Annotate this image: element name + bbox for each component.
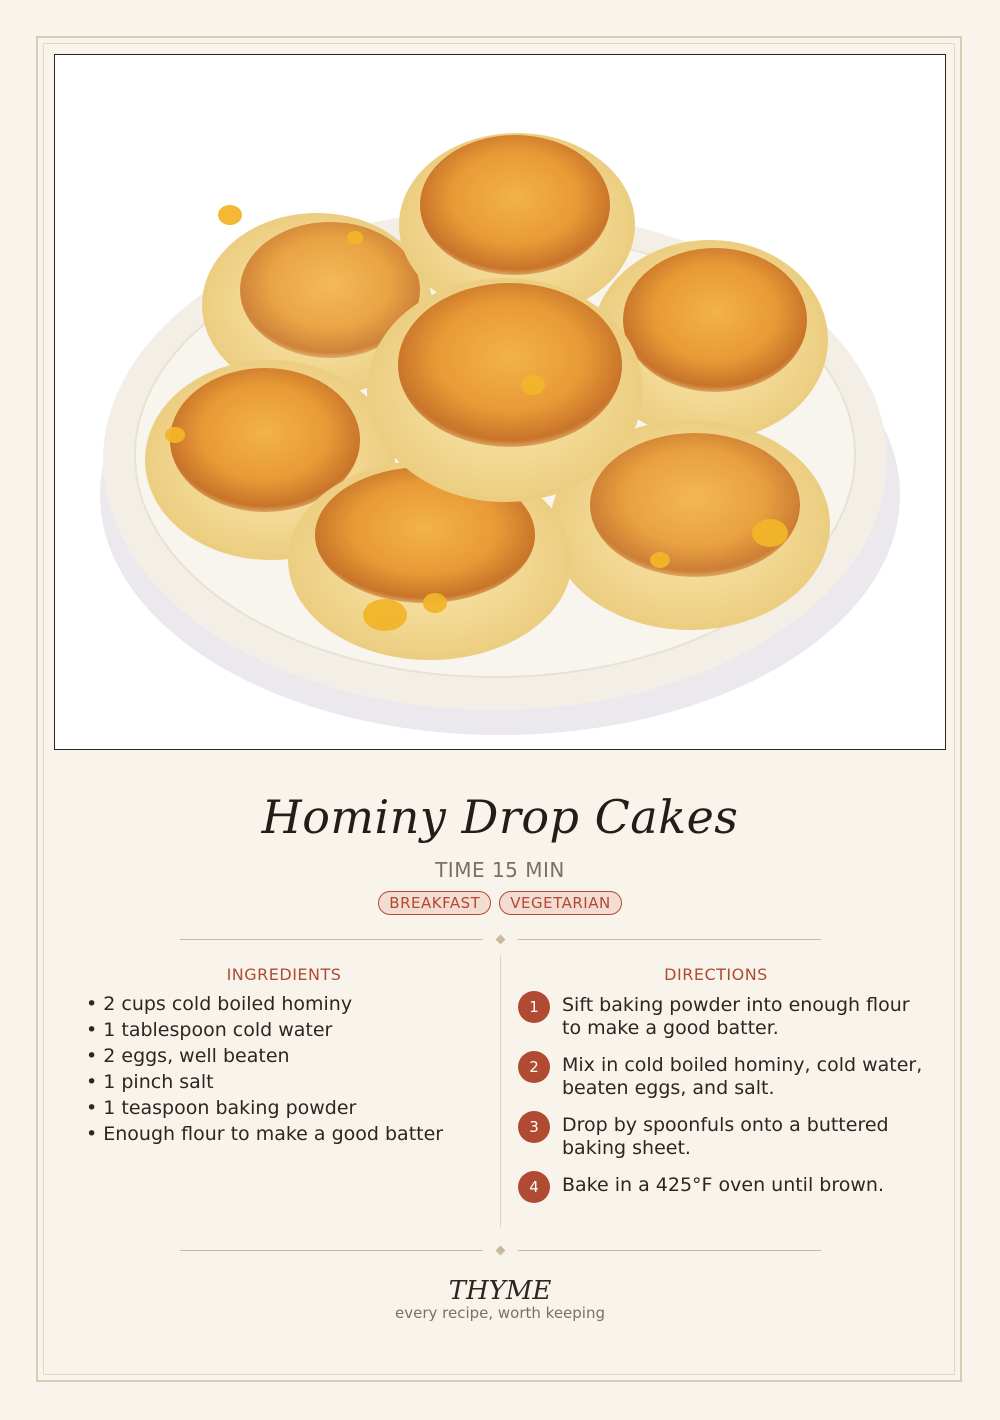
ingredient-item: • 1 pinch salt [86, 1071, 214, 1093]
column-divider [500, 955, 501, 1227]
recipe-photo [54, 54, 946, 750]
step-number-badge: 1 [518, 991, 550, 1023]
ingredient-item: • Enough flour to make a good batter [86, 1123, 444, 1145]
cake-center [367, 278, 643, 502]
step-text: Drop by spoonfuls onto a buttered baking sheet. [562, 1114, 889, 1159]
step-number-badge: 2 [518, 1051, 550, 1083]
ingredient-item: • 2 cups cold boiled hominy [86, 993, 353, 1015]
brand-logo: THYME [448, 1276, 552, 1306]
brand-tagline: every recipe, worth keeping [394, 1304, 605, 1322]
step-number-badge: 3 [518, 1111, 550, 1143]
direction-list [518, 991, 928, 1231]
divider-bottom-right [518, 1250, 821, 1251]
tag-list [0, 891, 1000, 915]
direction-step [518, 1111, 928, 1171]
directions-heading: DIRECTIONS [664, 965, 768, 984]
direction-step [518, 991, 928, 1051]
step-number-badge: 4 [518, 1171, 550, 1203]
direction-step [518, 1051, 928, 1111]
divider-top-left [180, 939, 483, 940]
step-text: Bake in a 425°F oven until brown. [562, 1174, 884, 1196]
step-text: Mix in cold boiled hominy, cold water, beaten eggs, and salt. [562, 1054, 923, 1099]
hominy-cakes-illustration [55, 55, 945, 749]
ingredient-item: • 1 tablespoon cold water [86, 1019, 333, 1041]
ingredient-list [86, 991, 486, 1147]
divider-bottom-left [180, 1250, 483, 1251]
ingredient-item: • 2 eggs, well beaten [86, 1045, 290, 1067]
recipe-title: Hominy Drop Cakes [261, 790, 739, 844]
divider-top-right [518, 939, 821, 940]
ingredient-item: • 1 teaspoon baking powder [86, 1097, 357, 1119]
tag-breakfast[interactable]: BREAKFAST [378, 891, 491, 915]
tag-vegetarian[interactable]: VEGETARIAN [499, 891, 621, 915]
direction-step [518, 1171, 928, 1231]
recipe-time: TIME 15 MIN [435, 858, 565, 882]
step-text: Sift baking powder into enough flour to make a good batter. [562, 994, 910, 1039]
ingredients-heading: INGREDIENTS [226, 965, 342, 984]
